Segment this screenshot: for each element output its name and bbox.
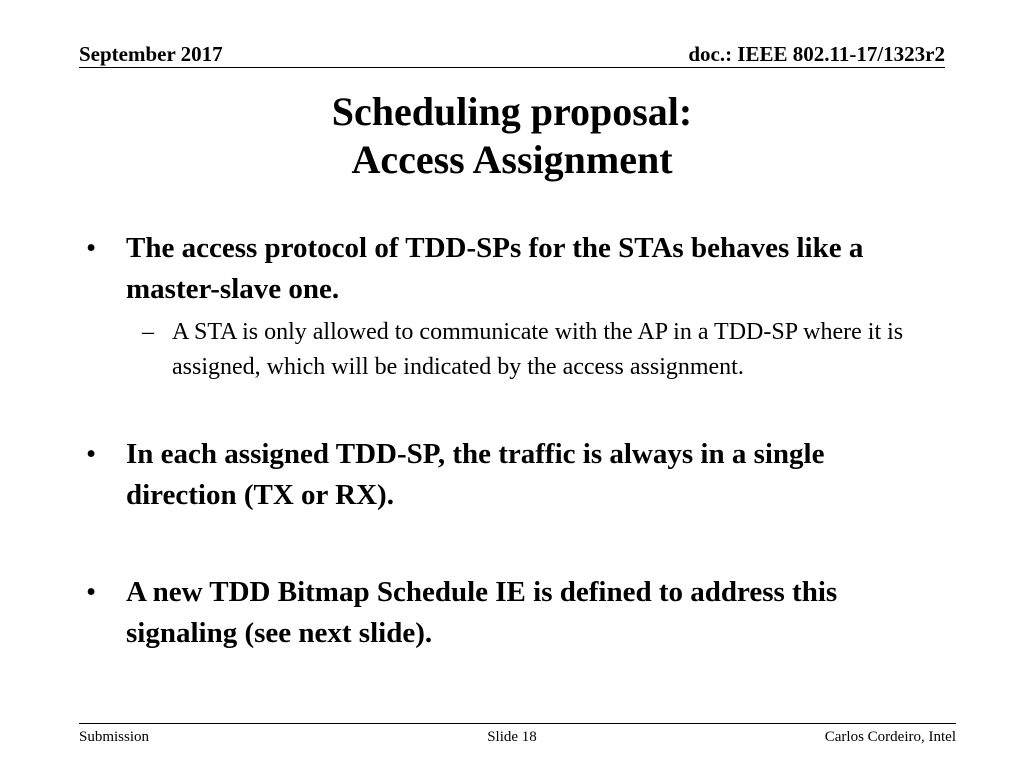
bullet-text: A new TDD Bitmap Schedule IE is defined to address this signaling (see next slide). — [126, 576, 838, 649]
bullet-marker: • — [86, 232, 97, 264]
bullet-marker: • — [86, 576, 97, 608]
sub-bullet-marker: – — [142, 319, 154, 345]
bullet-marker: • — [86, 438, 97, 470]
header-divider — [79, 67, 945, 68]
slide-title-line-1: Scheduling proposal: — [331, 89, 693, 134]
slide-body — [80, 228, 940, 654]
footer-slide-number: Slide 18 — [487, 729, 537, 745]
footer-submission: Submission — [79, 729, 150, 745]
sub-bullet-item — [80, 315, 940, 385]
bullet-text: The access protocol of TDD-SPs for the STAs behaves like a master-slave one. — [126, 232, 864, 305]
bullet-item — [80, 434, 940, 516]
sub-bullet-text: A STA is only allowed to communicate with the AP in a TDD-SP where it is assigned, which will be indicated by the access assignment. — [172, 319, 904, 380]
bullet-text: In each assigned TDD-SP, the traffic is always in a single direction (TX or RX). — [126, 438, 825, 511]
header-doc-id: doc.: IEEE 802.11-17/1323r2 — [688, 42, 945, 66]
bullet-item — [80, 572, 940, 654]
footer-divider — [79, 723, 956, 724]
bullet-item — [80, 228, 940, 310]
slide-title — [0, 88, 1024, 184]
footer-author: Carlos Cordeiro, Intel — [824, 729, 956, 745]
header-date: September 2017 — [79, 42, 223, 66]
slide-title-line-2: Access Assignment — [351, 137, 673, 182]
